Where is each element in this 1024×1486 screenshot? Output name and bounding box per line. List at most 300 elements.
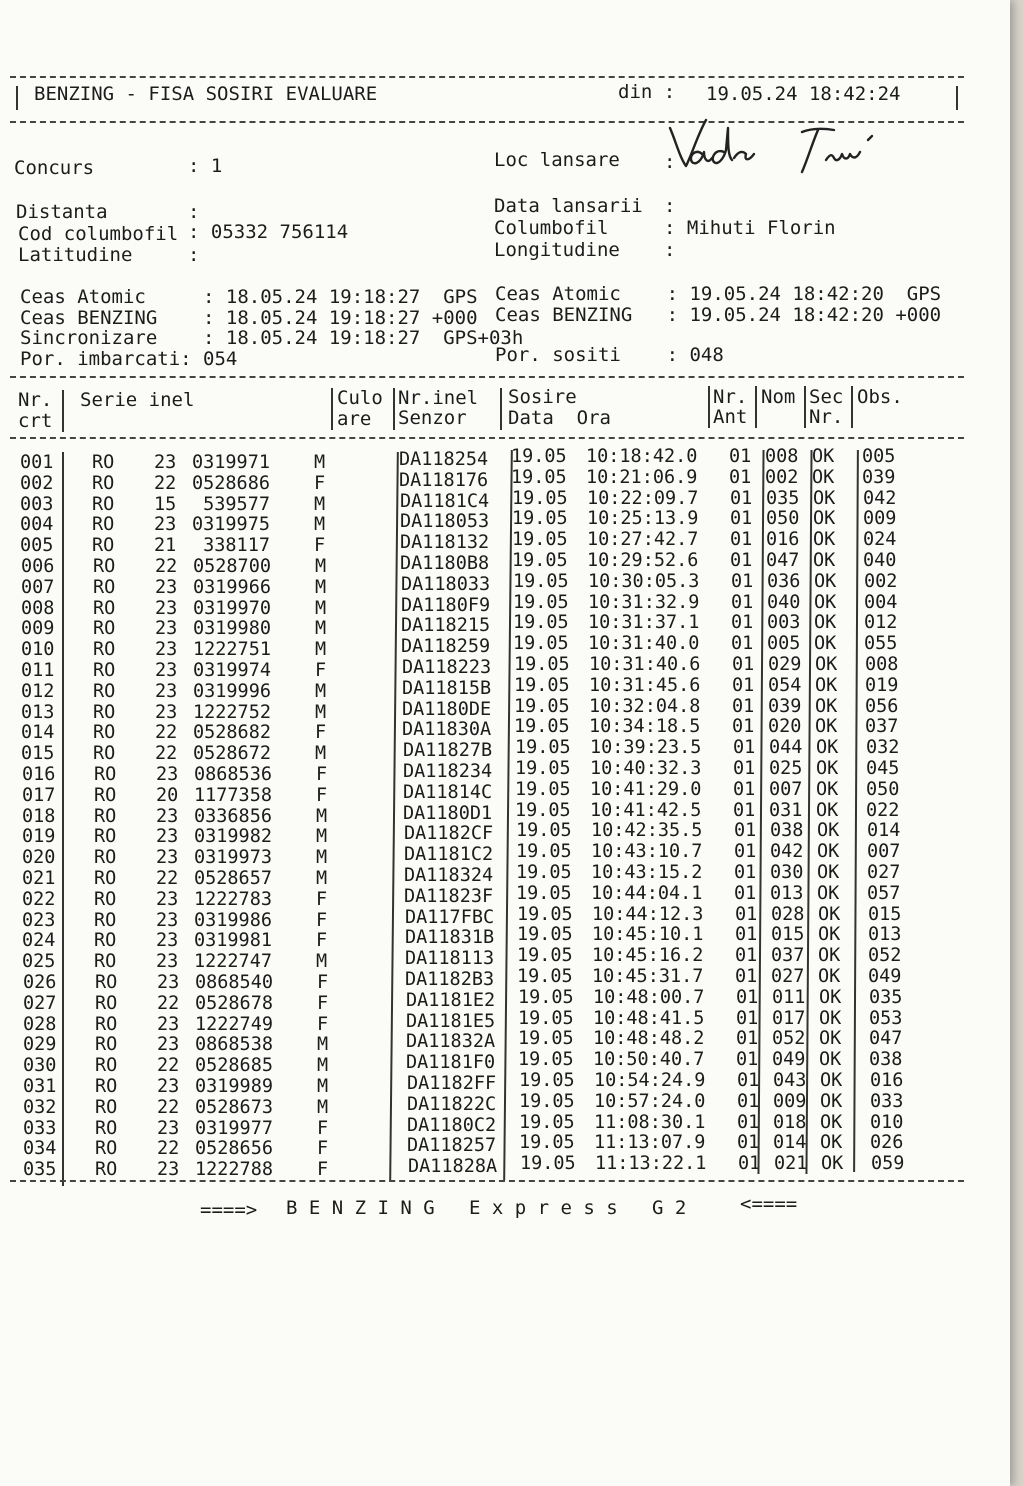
cell-ant: 01 <box>730 550 753 571</box>
cell-sec: OK <box>818 966 841 987</box>
header-right-bar <box>956 86 958 110</box>
cell-senzor: DA117FBC <box>405 906 495 928</box>
report-date-value: 19.05.24 18:42:24 <box>706 83 901 105</box>
header-top-rule <box>10 76 964 78</box>
cell-sex: F <box>317 1159 329 1181</box>
cell-nr: 013 <box>21 701 55 723</box>
cell-inel: 0528678 <box>195 992 273 1014</box>
cell-data: 19.05 <box>515 778 571 800</box>
cell-nom: 040 <box>767 591 801 613</box>
cell-sec: OK <box>818 903 841 925</box>
cell-inel: 0336856 <box>194 805 272 827</box>
cell-data: 19.05 <box>517 966 573 987</box>
cell-tara: RO <box>95 1117 118 1139</box>
cell-tara: RO <box>92 493 115 515</box>
cell-obs: 033 <box>870 1090 904 1112</box>
cell-sex: M <box>315 680 327 702</box>
data-lansarii-value: : <box>664 195 676 217</box>
cell-ant: 01 <box>730 508 753 530</box>
cell-ora: 10:25:13.9 <box>587 508 699 530</box>
cell-senzor: DA1180F9 <box>401 594 491 616</box>
table-row <box>0 758 1000 785</box>
cell-ant: 01 <box>733 799 756 821</box>
cell-ant: 01 <box>732 695 755 717</box>
cell-senzor: DA11823F <box>404 885 494 907</box>
cell-ora: 10:41:42.5 <box>590 799 702 821</box>
cell-data: 19.05 <box>511 466 567 488</box>
cell-an: 23 <box>155 576 178 598</box>
table-row <box>0 966 1000 993</box>
cell-obs: 022 <box>866 799 900 821</box>
cell-ora: 10:41:29.0 <box>590 778 702 800</box>
cell-tara: RO <box>93 639 116 661</box>
cell-tara: RO <box>95 992 118 1014</box>
cell-obs: 053 <box>869 1007 903 1029</box>
sincronizare: Sincronizare : 18.05.24 19:18:27 GPS+03h <box>20 327 524 349</box>
cell-senzor: DA118223 <box>402 657 492 678</box>
cell-obs: 027 <box>867 862 901 883</box>
cell-an: 23 <box>157 1159 180 1181</box>
cell-ora: 10:31:45.6 <box>589 674 701 696</box>
cell-sex: M <box>315 576 327 598</box>
table-row <box>0 695 1000 723</box>
table-row <box>0 612 1000 640</box>
cell-sec: OK <box>816 778 839 800</box>
cell-tara: RO <box>93 597 116 619</box>
cell-senzor: DA1182FF <box>407 1073 497 1094</box>
cell-senzor: DA1180D1 <box>403 802 493 824</box>
cell-nom: 031 <box>769 799 803 821</box>
cell-obs: 039 <box>862 466 896 488</box>
cell-ora: 10:31:37.1 <box>588 612 700 634</box>
cell-nom: 007 <box>769 778 803 800</box>
cell-ora: 10:45:16.2 <box>592 945 704 967</box>
col-obs-header: Obs. <box>857 386 903 408</box>
cell-ant: 01 <box>732 654 755 675</box>
cell-ant: 01 <box>730 487 753 509</box>
porumbei-imbarcati: Por. imbarcati: 054 <box>20 348 238 370</box>
cell-senzor: DA118259 <box>401 636 491 658</box>
ceas-benzing-start: Ceas BENZING : 18.05.24 19:18:27 +000 <box>20 307 478 329</box>
cell-nom: 021 <box>774 1153 808 1175</box>
cell-sex: F <box>315 722 327 744</box>
cell-senzor: DA1181F0 <box>406 1052 496 1074</box>
cell-sec: OK <box>820 1070 843 1091</box>
cell-ora: 10:31:40.6 <box>589 654 701 675</box>
ceas-atomic-start: Ceas Atomic : 18.05.24 19:18:27 GPS <box>20 286 478 308</box>
cell-nom: 005 <box>767 633 801 655</box>
cell-sex: M <box>316 805 328 827</box>
cell-an: 20 <box>156 784 179 806</box>
cell-nom: 028 <box>771 903 805 925</box>
cell-nom: 016 <box>766 529 800 551</box>
cell-sex: M <box>317 1055 329 1077</box>
cell-an: 23 <box>156 888 179 910</box>
cell-sex: F <box>316 784 328 806</box>
cell-senzor: DA118033 <box>401 573 491 595</box>
table-row <box>0 1153 1000 1181</box>
cell-an: 23 <box>155 639 178 661</box>
cell-nom: 042 <box>770 841 804 863</box>
cell-an: 22 <box>155 722 178 744</box>
cell-inel: 0528673 <box>195 1096 273 1118</box>
cell-senzor: DA11814C <box>403 781 493 803</box>
cell-inel: 1177358 <box>194 784 272 806</box>
cell-tara: RO <box>92 452 115 473</box>
cell-an: 23 <box>155 618 178 640</box>
cell-ant: 01 <box>735 945 758 967</box>
cell-tara: RO <box>94 888 117 910</box>
cell-tara: RO <box>94 951 117 973</box>
cell-sex: F <box>317 992 329 1014</box>
footer-left-arrow: ====> <box>200 1199 258 1221</box>
cell-data: 19.05 <box>516 862 572 883</box>
cell-ora: 10:45:10.1 <box>592 924 704 946</box>
cell-ora: 11:13:22.1 <box>595 1153 707 1175</box>
table-row <box>0 924 1000 952</box>
table-row <box>0 820 1000 848</box>
cell-nom: 027 <box>771 966 805 987</box>
cell-sec: OK <box>819 1007 842 1029</box>
cell-ant: 01 <box>734 862 757 883</box>
cell-nr: 023 <box>22 909 56 931</box>
cell-data: 19.05 <box>514 695 570 717</box>
table-header-rule <box>10 437 964 439</box>
col-sep-7 <box>804 386 806 428</box>
cell-sex: M <box>317 1034 329 1056</box>
cell-data: 19.05 <box>511 446 567 467</box>
cell-obs: 012 <box>864 612 898 634</box>
cell-senzor: DA11830A <box>402 719 492 741</box>
col-sep-1 <box>62 390 64 432</box>
cell-an: 15 <box>154 493 177 515</box>
cell-nom: 013 <box>770 882 804 904</box>
cell-obs: 042 <box>863 487 897 509</box>
cell-ora: 10:21:06.9 <box>586 466 698 488</box>
cell-nom: 009 <box>773 1090 807 1112</box>
cell-sex: M <box>315 597 327 619</box>
table-row <box>0 716 1000 744</box>
cell-tara: RO <box>95 1138 118 1160</box>
cell-nr: 020 <box>22 847 56 869</box>
cell-sex: M <box>314 493 326 515</box>
cell-ora: 10:18:42.0 <box>586 446 698 467</box>
cell-data: 19.05 <box>515 758 571 779</box>
cell-ant: 01 <box>733 737 756 759</box>
cell-nr: 004 <box>20 514 54 536</box>
cell-inel: 0528657 <box>194 868 272 889</box>
data-lansarii-label: Data lansarii <box>494 195 643 217</box>
cell-nom: 054 <box>768 674 802 696</box>
cell-obs: 035 <box>869 986 903 1008</box>
cell-nom: 025 <box>769 758 803 779</box>
cell-an: 23 <box>156 909 179 931</box>
table-row <box>0 1111 1000 1139</box>
table-row <box>0 799 1000 827</box>
cell-sec: OK <box>821 1153 844 1175</box>
cell-inel: 0319989 <box>195 1076 273 1097</box>
cell-sex: F <box>315 660 327 681</box>
col-sosire-header: Sosire <box>508 386 577 408</box>
cell-data: 19.05 <box>518 1028 574 1050</box>
cell-nom: 035 <box>766 487 800 509</box>
col-data-ora-header: Data Ora <box>508 407 611 429</box>
cell-tara: RO <box>94 826 117 848</box>
cell-inel: 1222749 <box>195 1013 273 1035</box>
cell-obs: 005 <box>862 446 896 467</box>
cell-an: 22 <box>157 1138 180 1160</box>
cell-tara: RO <box>92 514 115 536</box>
header-left-bar <box>16 86 18 110</box>
cell-nr: 005 <box>20 535 54 557</box>
cell-tara: RO <box>94 784 117 806</box>
longitudine-value: : <box>664 239 676 261</box>
table-row <box>0 674 1000 702</box>
cell-data: 19.05 <box>512 487 568 509</box>
cell-senzor: DA1181C2 <box>404 844 494 866</box>
cell-inel: 0319975 <box>192 514 270 536</box>
cell-nom: 050 <box>766 508 800 530</box>
cell-sex: M <box>315 701 327 723</box>
cell-sex: M <box>315 618 327 640</box>
cell-data: 19.05 <box>515 737 571 759</box>
col-nrinel-header: Nr.inel <box>398 387 479 409</box>
cell-data: 19.05 <box>514 674 570 696</box>
cell-sec: OK <box>818 945 841 967</box>
cell-an: 23 <box>155 701 178 723</box>
cell-obs: 052 <box>868 945 902 967</box>
cell-senzor: DA11822C <box>407 1093 497 1115</box>
cell-tara: RO <box>94 764 117 785</box>
table-row <box>0 945 1000 973</box>
table-row <box>0 570 1000 598</box>
cell-obs: 009 <box>863 508 897 530</box>
distanta-label: Distanta <box>16 201 108 223</box>
cell-tara: RO <box>93 618 116 640</box>
cell-nom: 029 <box>768 654 802 675</box>
cell-inel: 0528685 <box>195 1055 273 1077</box>
table-row <box>0 903 1000 931</box>
cell-ant: 01 <box>730 529 753 551</box>
cell-an: 23 <box>155 680 178 702</box>
cell-ora: 10:57:24.0 <box>594 1090 706 1112</box>
loc-lansare-label: Loc lansare <box>494 149 620 171</box>
cell-nr: 025 <box>22 951 56 973</box>
cell-nom: 020 <box>768 716 802 738</box>
cell-inel: 539577 <box>192 493 270 515</box>
cell-sec: OK <box>813 508 836 530</box>
cell-ora: 11:13:07.9 <box>594 1132 706 1154</box>
cell-obs: 037 <box>865 716 899 738</box>
cell-sec: OK <box>814 591 837 613</box>
cell-an: 23 <box>156 826 179 848</box>
cell-nom: 003 <box>767 612 801 634</box>
porumbei-sositi: Por. sositi : 048 <box>495 344 724 366</box>
cell-ant: 01 <box>735 924 758 946</box>
cell-nr: 021 <box>22 868 56 889</box>
cell-nr: 028 <box>23 1013 57 1035</box>
cell-an: 22 <box>155 743 178 765</box>
cell-ant: 01 <box>734 882 757 904</box>
cell-sec: OK <box>818 924 841 946</box>
cell-sex: F <box>316 888 328 910</box>
cell-data: 19.05 <box>512 529 568 551</box>
cell-data: 19.05 <box>513 612 569 634</box>
cell-sex: F <box>314 535 326 557</box>
cell-inel: 0319980 <box>193 618 271 640</box>
cell-nom: 018 <box>773 1111 807 1133</box>
cell-senzor: DA11827B <box>403 740 493 762</box>
cod-columbofil-label: Cod columbofil <box>18 223 179 245</box>
cell-inel: 0319971 <box>192 452 270 473</box>
cell-an: 23 <box>155 660 178 681</box>
cell-nr: 026 <box>23 972 57 993</box>
cell-nr: 031 <box>23 1076 57 1097</box>
cell-ant: 01 <box>729 466 752 488</box>
cell-nr: 012 <box>21 680 55 702</box>
cell-ant: 01 <box>731 633 754 655</box>
cell-sec: OK <box>819 1028 842 1050</box>
cell-senzor: DA11832A <box>406 1031 496 1053</box>
table-row <box>0 737 1000 765</box>
cell-data: 19.05 <box>514 716 570 738</box>
cell-sec: OK <box>819 986 842 1008</box>
cell-ant: 01 <box>736 1028 759 1050</box>
ceas-benzing-end: Ceas BENZING : 19.05.24 18:42:20 +000 <box>495 304 942 326</box>
cell-nr: 032 <box>23 1096 57 1118</box>
cell-sec: OK <box>813 529 836 551</box>
cell-inel: 1222783 <box>194 888 272 910</box>
table-row <box>0 508 1000 536</box>
cell-data: 19.05 <box>513 591 569 613</box>
cell-tara: RO <box>94 909 117 931</box>
cell-ant: 01 <box>736 986 759 1008</box>
cell-obs: 026 <box>870 1132 904 1154</box>
cell-tara: RO <box>94 847 117 869</box>
cell-nr: 016 <box>22 764 56 785</box>
table-row <box>0 1049 1000 1077</box>
cell-sec: OK <box>815 716 838 738</box>
col-sep-5 <box>708 386 710 428</box>
cell-sec: OK <box>820 1090 843 1112</box>
cell-obs: 008 <box>865 654 899 675</box>
latitudine-label: Latitudine <box>18 244 133 266</box>
cell-data: 19.05 <box>512 508 568 530</box>
table-bottom-rule <box>10 1180 964 1182</box>
cell-ora: 10:40:32.3 <box>590 758 702 779</box>
cell-sex: M <box>316 951 328 973</box>
cell-ant: 01 <box>736 1007 759 1029</box>
cell-senzor: DA118324 <box>404 865 494 886</box>
cell-ora: 10:43:10.7 <box>591 841 703 863</box>
cell-obs: 024 <box>863 529 897 551</box>
cell-tara: RO <box>94 868 117 889</box>
cell-inel: 0528682 <box>193 722 271 744</box>
cell-nr: 029 <box>23 1034 57 1056</box>
cell-nr: 003 <box>20 493 54 515</box>
body-sep-1 <box>62 452 64 1186</box>
cell-data: 19.05 <box>512 550 568 571</box>
cell-ora: 10:43:15.2 <box>591 862 703 883</box>
cell-sec: OK <box>814 612 837 634</box>
cell-an: 23 <box>154 514 177 536</box>
cell-nr: 022 <box>22 888 56 910</box>
cell-ora: 10:48:00.7 <box>593 986 705 1008</box>
cell-sec: OK <box>815 654 838 675</box>
table-row <box>0 1132 1000 1160</box>
cell-ant: 01 <box>737 1111 760 1133</box>
cell-nr: 007 <box>21 576 55 598</box>
cell-an: 23 <box>156 847 179 869</box>
cell-nr: 015 <box>21 743 55 765</box>
cell-nr: 030 <box>23 1055 57 1077</box>
cell-inel: 0319977 <box>195 1117 273 1139</box>
cell-data: 19.05 <box>517 903 573 925</box>
cell-senzor: DA118053 <box>400 511 490 533</box>
col-sec-header: Sec <box>809 386 844 408</box>
cell-ora: 10:50:40.7 <box>593 1049 705 1071</box>
cell-sex: M <box>317 1076 329 1097</box>
table-row <box>0 882 1000 910</box>
cell-sec: OK <box>817 820 840 842</box>
cell-inel: 0319973 <box>194 847 272 869</box>
col-sep-4 <box>500 388 502 430</box>
cell-nr: 008 <box>21 597 55 619</box>
cell-nr: 019 <box>22 826 56 848</box>
cell-inel: 0528686 <box>192 472 270 494</box>
cell-tara: RO <box>93 743 116 765</box>
cell-sec: OK <box>820 1111 843 1133</box>
cell-an: 23 <box>156 805 179 827</box>
cell-nr: 009 <box>21 618 55 640</box>
table-row <box>0 1007 1000 1035</box>
cell-inel: 0319996 <box>193 680 271 702</box>
table-row <box>0 487 1000 515</box>
cell-an: 23 <box>156 764 179 785</box>
col-sec-nr-header: Nr. <box>809 406 844 428</box>
cell-tara: RO <box>95 1096 118 1118</box>
cell-inel: 0868540 <box>195 972 273 993</box>
cell-tara: RO <box>92 535 115 557</box>
cell-data: 19.05 <box>516 882 572 904</box>
cell-sec: OK <box>813 487 836 509</box>
cell-obs: 014 <box>867 820 901 842</box>
cell-senzor: DA1182CF <box>404 823 494 845</box>
cell-sec: OK <box>816 799 839 821</box>
columbofil-value: : Mihuti Florin <box>664 217 836 239</box>
cell-nom: 011 <box>772 986 806 1008</box>
handwritten-signature <box>662 114 892 184</box>
cell-sec: OK <box>812 466 835 488</box>
cell-ant: 01 <box>734 820 757 842</box>
cell-tara: RO <box>93 660 116 681</box>
cell-ant: 01 <box>731 612 754 634</box>
cell-nom: 052 <box>772 1028 806 1050</box>
cell-nom: 002 <box>765 466 799 488</box>
cell-ant: 01 <box>735 903 758 925</box>
col-sep-8 <box>851 386 853 428</box>
cell-ant: 01 <box>738 1153 761 1175</box>
cell-ant: 01 <box>737 1070 760 1091</box>
cell-an: 23 <box>156 930 179 952</box>
cell-ant: 01 <box>735 966 758 987</box>
cell-inel: 338117 <box>192 535 270 557</box>
col-sep-6 <box>755 386 757 428</box>
footer-right-arrow: <==== <box>740 1193 798 1215</box>
cell-senzor: DA118176 <box>399 469 489 491</box>
cell-an: 23 <box>157 972 180 993</box>
cell-ant: 01 <box>732 716 755 738</box>
